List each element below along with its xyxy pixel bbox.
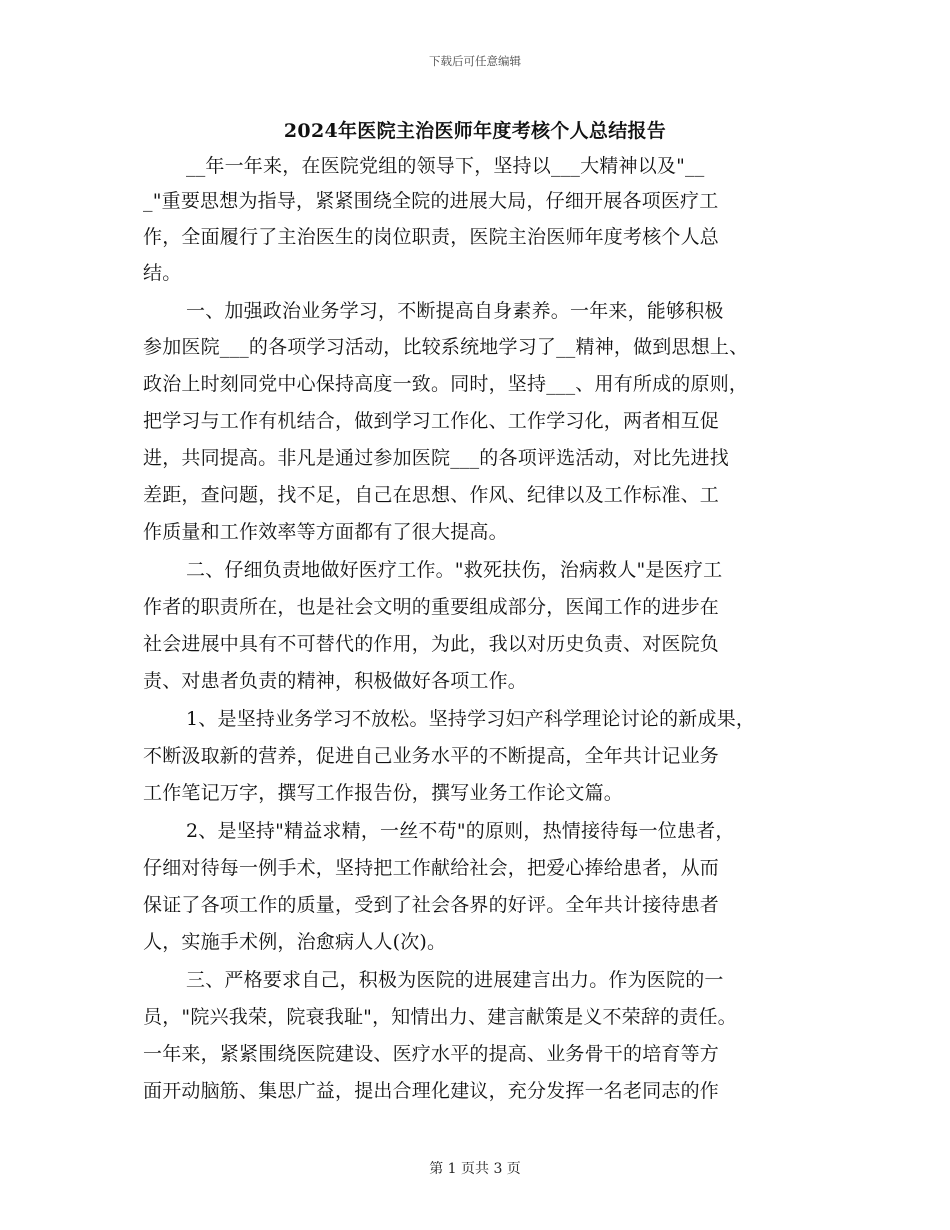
text-line: _"重要思想为指导，紧紧围绕全院的进展大局，仔细开展各项医疗工 — [143, 190, 719, 212]
text-line: 责、对患者负责的精神，积极做好各项工作。 — [143, 670, 528, 692]
text-line: 人，实施手术例，治愈病人人(次)。 — [143, 931, 447, 953]
document-title: 2024年医院主治医师年度考核个人总结报告 — [283, 120, 667, 142]
text-line: 2、是坚持"精益求精，一丝不苟"的原则，热情接待每一位患者， — [186, 820, 735, 842]
text-line: 社会进展中具有不可替代的作用，为此，我以对历史负责、对医院负 — [143, 633, 720, 655]
text-line: 面开动脑筋、集思广益，提出合理化建议，充分发挥一名老同志的作 — [143, 1080, 720, 1102]
text-line: 不断汲取新的营养，促进自己业务水平的不断提高，全年共计记业务 — [143, 745, 720, 767]
text-line: 工作笔记万字，撰写工作报告份，撰写业务工作论文篇。 — [143, 782, 624, 804]
text-line: 一年来，紧紧围绕医院建设、医疗水平的提高、业务骨干的培育等方 — [143, 1043, 720, 1065]
text-line: 政治上时刻同党中心保持高度一致。同时，坚持___、用有所成的原则， — [143, 373, 749, 395]
text-line: 进，共同提高。非凡是通过参加医院___的各项评选活动，对比先进找 — [143, 447, 729, 469]
text-line: 差距，查问题，找不足，自己在思想、作风、纪律以及工作标准、工 — [143, 484, 720, 506]
text-line: 把学习与工作有机结合，做到学习工作化、工作学习化，两者相互促 — [143, 410, 720, 432]
text-line: 作质量和工作效率等方面都有了很大提高。 — [143, 521, 508, 543]
text-line: 仔细对待每一例手术，坚持把工作献给社会，把爱心捧给患者，从而 — [143, 857, 720, 879]
text-line: 作，全面履行了主治医生的岗位职责，医院主治医师年度考核个人总 — [143, 226, 720, 248]
text-line: 1、是坚持业务学习不放松。坚持学习妇产科学理论讨论的新成果， — [186, 708, 756, 730]
text-line: 二、仔细负责地做好医疗工作。"救死扶伤，治病救人"是医疗工 — [186, 559, 723, 581]
text-line: 员，"院兴我荣，院衰我耻"，知情出力、建言献策是义不荣辞的责任。 — [143, 1006, 737, 1028]
text-line: 一、加强政治业务学习，不断提高自身素养。一年来，能够积极 — [186, 300, 724, 322]
text-line: 作者的职责所在，也是社会文明的重要组成部分，医闻工作的进步在 — [143, 596, 720, 618]
page-footer: 第 1 页共 3 页 — [429, 1161, 521, 1177]
text-line: 保证了各项工作的质量，受到了社会各界的好评。全年共计接待患者 — [143, 894, 720, 916]
header-note: 下载后可任意编辑 — [429, 54, 521, 68]
text-line: 结。 — [143, 262, 182, 284]
text-line: 参加医院___的各项学习活动，比较系统地学习了__精神，做到思想上、 — [143, 336, 749, 358]
text-line: 三、严格要求自己，积极为医院的进展建言出力。作为医院的一 — [186, 969, 724, 991]
text-line: __年一年来，在医院党组的领导下，坚持以___大精神以及"__ — [186, 155, 705, 177]
